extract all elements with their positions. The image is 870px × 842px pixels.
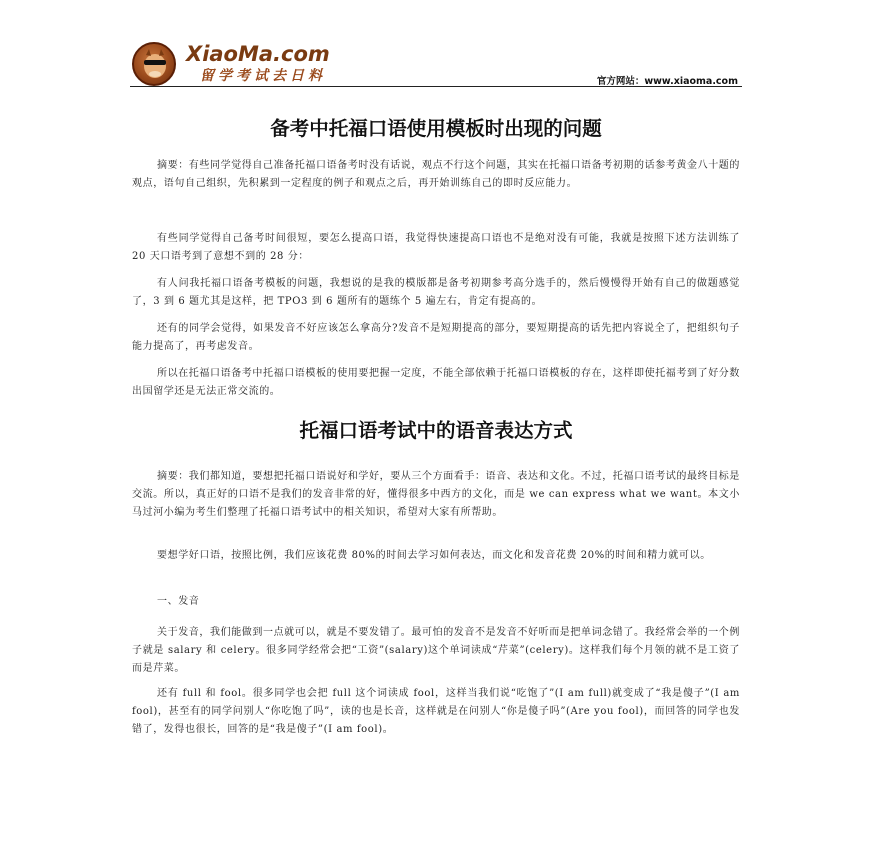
paragraph: 有些同学觉得自己备考时间很短，要怎么提高口语，我觉得快速提高口语也不是绝对没有可能，我就是按照下述方法训练了 20 天口语考到了意想不到的 28 分： bbox=[132, 233, 740, 262]
logo-slogan: 留学考试去日料 bbox=[200, 68, 326, 84]
paragraph: 关于发音，我们能做到一点就可以，就是不要发错了。最可怕的发音不是发音不好听而是把单词念错了。我经常会举的一个例子就是 salary 和 celery。很多同学经常会把“工资”(salary)这个单词读成“芹菜”(celery)。这样我们每个月领的就不是工资了而是芹菜。 bbox=[132, 627, 740, 674]
paragraph: 摘要：有些同学觉得自己准备托福口语备考时没有话说，观点不行这个问题，其实在托福口语备考初期的话参考黄金八十题的观点，语句自己组织，先积累到一定程度的例子和观点之后，再开始训练自己的即时反应能力。 bbox=[132, 160, 740, 189]
header-divider bbox=[130, 86, 742, 87]
article-title-1: 备考中托福口语使用模板时出现的问题 bbox=[270, 117, 602, 140]
page-header bbox=[130, 40, 742, 86]
section-heading: 一、发音 bbox=[157, 596, 200, 607]
horse-mascot-icon bbox=[132, 42, 176, 86]
article-title-2: 托福口语考试中的语音表达方式 bbox=[299, 419, 573, 442]
paragraph: 摘要：我们都知道，要想把托福口语说好和学好，要从三个方面看手：语音、表达和文化。不过，托福口语考试的最终目标是交流。所以，真正好的口语不是我们的发音非常的好，懂得很多中西方的文化，而是 we can express what we want。本文小马过河小编为考生们整理了托福口语考试中的相关知识，希望对大家有所帮助。 bbox=[132, 471, 740, 518]
paragraph: 要想学好口语，按照比例，我们应该花费 80%的时间去学习如何表达，而文化和发音花费 20%的时间和精力就可以。 bbox=[157, 550, 711, 561]
paragraph: 还有 full 和 fool。很多同学也会把 full 这个词读成 fool，这样当我们说“吃饱了”(I am full)就变成了“我是傻子”(I am fool)，甚至有的同学问别人“你吃饱了吗”，读的也是长音，这样就是在问别人“你是傻子吗”(Are you fool)，而回答的同学也发错了，发得也很长，回答的是“我是傻子”(I am fool)。 bbox=[132, 688, 740, 735]
logo-wordmark: XiaoMa.com bbox=[186, 42, 330, 66]
paragraph: 还有的同学会觉得，如果发音不好应该怎么拿高分?发音不是短期提高的部分，要短期提高的话先把内容说全了，把组织句子能力提高了，再考虑发音。 bbox=[132, 323, 740, 352]
paragraph: 所以在托福口语备考中托福口语模板的使用要把握一定度，不能全部依赖于托福口语模板的存在，这样即使托福考到了好分数出国留学还是无法正常交流的。 bbox=[132, 368, 740, 397]
paragraph: 有人问我托福口语备考模板的问题，我想说的是我的模版都是备考初期参考高分选手的，然后慢慢得开始有自己的做题感觉了，3 到 6 题尤其是这样，把 TPO3 到 6 题所有的题练个 5 遍左右，肯定有提高的。 bbox=[132, 278, 740, 307]
horse-face-icon bbox=[138, 49, 172, 81]
official-website: 官方网站：www.xiaoma.com bbox=[596, 76, 738, 87]
